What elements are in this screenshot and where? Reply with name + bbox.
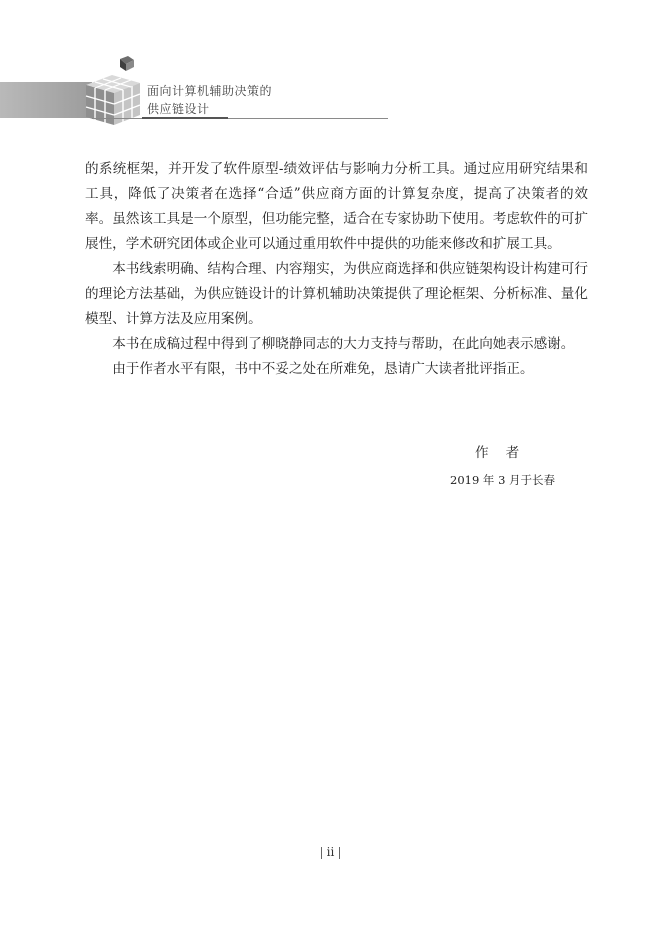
author-signature: 作者 [475, 445, 537, 461]
signature-date: 2019 年 3 月于长春 [450, 473, 556, 487]
book-title-line1: 面向计算机辅助决策的 [147, 84, 273, 98]
paragraph: 的系统框架，并开发了软件原型-绩效评估与影响力分析工具。通过应用研究结果和工具，降低了决策者在选择“合适”供应商方面的计算复杂度，提高了决策者的效率。虽然该工具是一个原型，但功能完整，适合在专家协助下使用。考虑软件的可扩展性，学术研究团体或企业可以通过重用软件中提供的功能来修改和扩展工具。 [85, 161, 588, 252]
paragraph: 由于作者水平有限，书中不妥之处在所难免，恳请广大读者批评指正。 [112, 361, 534, 377]
main-text [85, 157, 588, 382]
page-number-left-bar [321, 847, 322, 859]
header-rule [92, 118, 388, 119]
cube-logo-icon [78, 55, 148, 127]
paragraph: 本书在成稿过程中得到了柳晓静同志的大力支持与帮助，在此向她表示感谢。 [112, 336, 575, 352]
running-header [0, 55, 661, 135]
page-number-right-bar [339, 847, 340, 859]
page-number: ii [326, 845, 335, 859]
paragraph: 本书线索明确、结构合理、内容翔实，为供应商选择和供应链架构设计构建可行的理论方法基础，为供应链设计的计算机辅助决策提供了理论框架、分析标准、量化模型、计算方法及应用案例。 [85, 261, 588, 327]
book-title [147, 82, 272, 118]
header-rule-accent [142, 117, 228, 119]
book-title-line2: 供应链设计 [147, 102, 210, 116]
page-number-footer [0, 845, 661, 859]
